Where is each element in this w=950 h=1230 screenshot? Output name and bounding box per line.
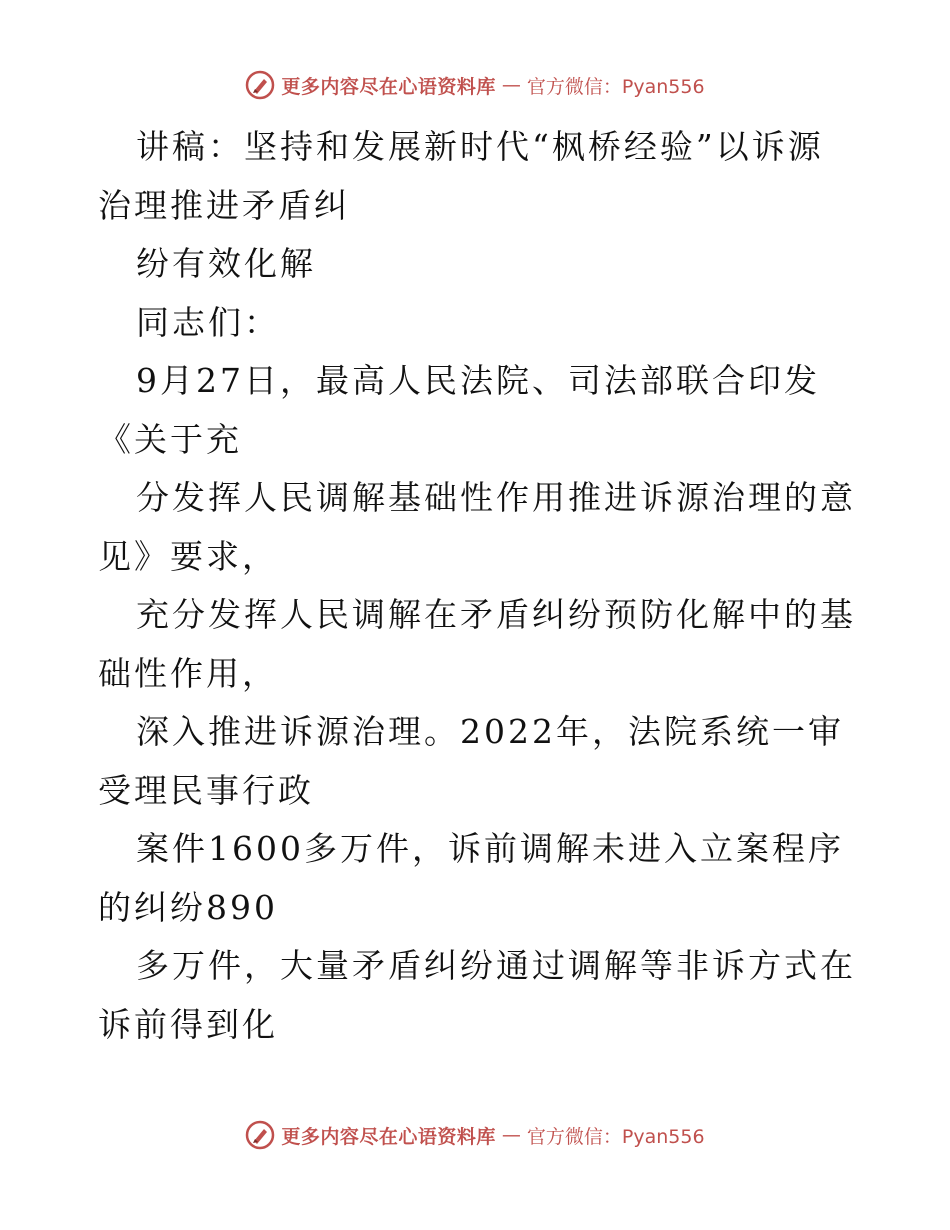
paragraph-title-continued: 纷有效化解 [136, 244, 316, 283]
pen-logo-icon [245, 1120, 275, 1150]
paragraph-body: 案件1600多万件，诉前调解未进入立案程序的纠纷890 [98, 829, 844, 927]
paragraph-salutation: 同志们： [136, 302, 280, 342]
watermark-brand: 更多内容尽在心语资料库 [281, 1125, 496, 1148]
watermark-contact: 官方微信：Pyan556 [526, 75, 705, 98]
pen-logo-icon [245, 70, 275, 100]
watermark-separator: — [501, 1124, 521, 1146]
paragraph-body: 充分发挥人民调解在矛盾纠纷预防化解中的基础性作用， [98, 595, 856, 693]
header-watermark-banner [0, 70, 950, 100]
document-body [98, 118, 858, 1054]
paragraph-body: 分发挥人民调解基础性作用推进诉源治理的意见》要求， [98, 478, 856, 576]
watermark-contact: 官方微信：Pyan556 [526, 1125, 705, 1148]
watermark-brand: 更多内容尽在心语资料库 [281, 75, 496, 98]
paragraph-body: 深入推进诉源治理。2022年，法院系统一审受理民事行政 [98, 712, 844, 810]
footer-watermark-banner [0, 1120, 950, 1150]
watermark-separator: — [501, 74, 521, 96]
paragraph-body: 9月27日，最高人民法院、司法部联合印发《关于充 [98, 361, 820, 459]
paragraph-body: 多万件，大量矛盾纠纷通过调解等非诉方式在诉前得到化 [98, 946, 856, 1044]
paragraph-title: 讲稿：坚持和发展新时代“枫桥经验”以诉源治理推进矛盾纠 [98, 127, 824, 225]
